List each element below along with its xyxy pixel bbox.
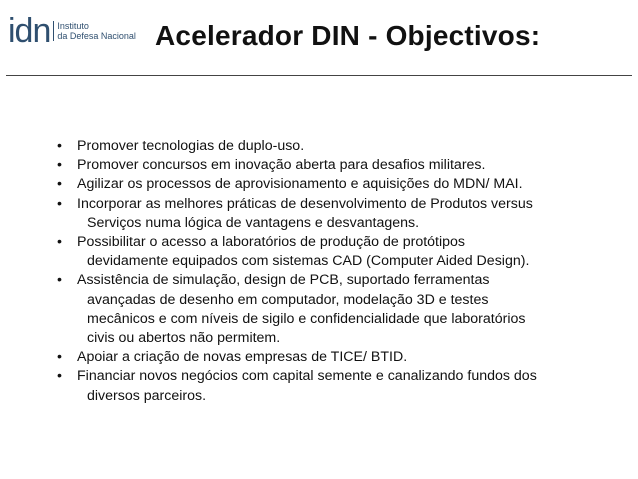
- objective-text: Possibilitar o acesso a laboratórios de produção de protótipos: [77, 234, 466, 251]
- objective-text-continued: devidamente equipados com sistemas CAD (Computer Aided Design).: [87, 253, 530, 270]
- bullet-icon: •: [57, 138, 62, 154]
- logo-line-1: Instituto: [57, 21, 89, 31]
- slide-title: Acelerador DIN - Objectivos:: [155, 20, 541, 51]
- objective-text-continued: avançadas de desenho em computador, modelação 3D e testes: [87, 291, 489, 308]
- objective-item: [55, 348, 615, 367]
- objective-item: [55, 367, 615, 405]
- bullet-icon: •: [57, 272, 62, 289]
- objective-item: [55, 195, 615, 233]
- logo-line-2: da Defesa Nacional: [57, 31, 136, 41]
- objective-item: [55, 271, 615, 348]
- bullet-icon: •: [57, 349, 62, 366]
- objective-text: Apoiar a criação de novas empresas de TICE/ BTID.: [77, 349, 408, 366]
- objective-text-continued: Serviços numa lógica de vantagens e desvantagens.: [87, 214, 420, 231]
- bullet-icon: •: [57, 157, 62, 174]
- objectives-list: [55, 137, 615, 406]
- objective-text: Agilizar os processos de aprovisionamento e aquisições do MDN/ MAI.: [77, 176, 523, 193]
- bullet-icon: •: [57, 368, 62, 385]
- idn-logo: [8, 14, 136, 48]
- logo-mark: idn: [8, 12, 51, 50]
- bullet-icon: •: [57, 234, 62, 251]
- objective-text-continued: mecânicos e com níveis de sigilo e confidencialidade que laboratórios: [87, 310, 526, 327]
- objective-text: Promover concursos em inovação aberta para desafios militares.: [77, 157, 486, 174]
- bullet-icon: •: [57, 176, 62, 193]
- objective-text: Financiar novos negócios com capital semente e canalizando fundos dos: [77, 368, 537, 385]
- objective-text: Assistência de simulação, design de PCB, suportado ferramentas: [77, 272, 490, 289]
- bullet-icon: •: [57, 195, 62, 212]
- objective-item: [55, 156, 615, 175]
- objective-item: [55, 175, 615, 194]
- objective-text-continued: civis ou abertos não permitem.: [87, 330, 281, 347]
- logo-text: [53, 21, 136, 41]
- objective-text: Promover tecnologias de duplo-uso.: [77, 138, 305, 154]
- objective-text-continued: diversos parceiros.: [87, 387, 207, 404]
- objective-item: [55, 233, 615, 271]
- objective-item: [55, 137, 615, 156]
- title-divider: [6, 75, 632, 76]
- objective-text: Incorporar as melhores práticas de desenvolvimento de Produtos versus: [77, 195, 533, 212]
